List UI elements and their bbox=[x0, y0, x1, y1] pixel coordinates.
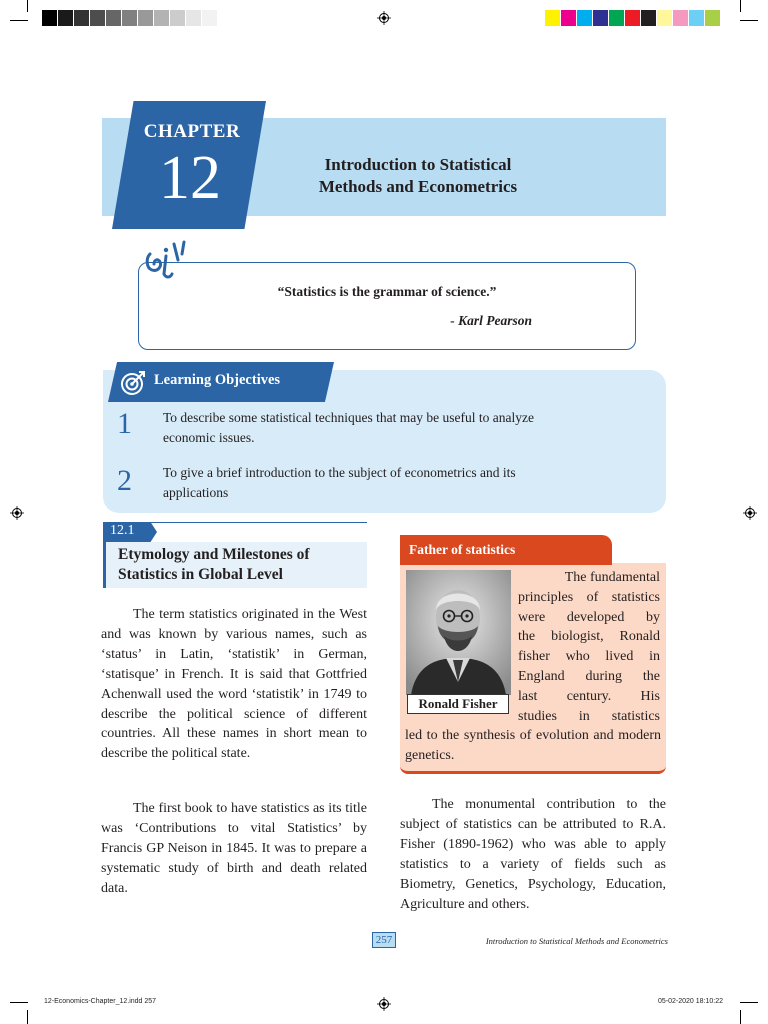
color-swatch bbox=[74, 10, 90, 26]
page-number: 257 bbox=[372, 932, 396, 948]
registration-mark-icon bbox=[10, 506, 24, 520]
registration-mark-icon bbox=[377, 997, 391, 1011]
color-swatch bbox=[122, 10, 138, 26]
color-swatch bbox=[545, 10, 561, 26]
file-slug: 12-Economics-Chapter_12.indd 257 bbox=[44, 998, 157, 1005]
body-paragraph bbox=[101, 799, 367, 899]
color-swatch bbox=[561, 10, 577, 26]
portrait-image bbox=[406, 570, 511, 695]
paragraph-text: The first book to have statistics as its title was ‘Contributions to vital Statistics’ by Francis GP Neison in 1845. It was to prepare a systematic study of birth and death related data. bbox=[101, 801, 367, 896]
section-number: 12.1 bbox=[110, 523, 135, 538]
running-footer-title: Introduction to Statistical Methods and Econometrics bbox=[485, 936, 668, 946]
color-swatch bbox=[641, 10, 657, 26]
color-swatch bbox=[106, 10, 122, 26]
objective-number: 1 bbox=[117, 407, 132, 440]
crop-mark bbox=[27, 1010, 28, 1024]
crop-mark bbox=[27, 0, 28, 12]
paragraph-text: The term statistics originated in the West and was known by various names, such as ‘status’ in Latin, ‘statistik’ in German, ‘statisque’ in French. It is said that Gottfried Achenwall used the word ‘statistik’ in 1749 to describe the political science of different countries. All these names in short mean to describe the political state. bbox=[101, 607, 367, 762]
color-swatch bbox=[90, 10, 106, 26]
objective-line: To describe some statistical techniques that may be useful to analyze bbox=[163, 410, 534, 425]
registration-mark-icon bbox=[377, 11, 391, 25]
objective-text bbox=[163, 408, 633, 448]
father-of-statistics-title: Father of statistics bbox=[409, 542, 516, 557]
chapter-title-line: Methods and Econometrics bbox=[318, 177, 518, 196]
color-swatch bbox=[170, 10, 186, 26]
objective-line: applications bbox=[163, 485, 229, 500]
objective-line: To give a brief introduction to the subject of econometrics and its bbox=[163, 465, 516, 480]
color-swatch bbox=[657, 10, 673, 26]
section-title-line: Statistics in Global Level bbox=[118, 566, 283, 583]
process-color-bar bbox=[545, 10, 721, 26]
text-line: studies in statistics bbox=[518, 708, 660, 724]
father-bottom-text: led to the synthesis of evolution and modern genetics. bbox=[405, 728, 661, 763]
quote-text: “Statistics is the grammar of science.” bbox=[277, 284, 497, 299]
color-swatch bbox=[577, 10, 593, 26]
objective-line: economic issues. bbox=[163, 430, 255, 445]
color-swatch bbox=[705, 10, 721, 26]
crop-mark bbox=[740, 20, 758, 21]
section-title-line: Etymology and Milestones of bbox=[118, 546, 310, 563]
text-line: the biologist, Ronald bbox=[518, 629, 660, 645]
crop-mark bbox=[10, 1002, 28, 1003]
gray-color-bar bbox=[42, 10, 218, 26]
color-swatch bbox=[609, 10, 625, 26]
photo-caption: Ronald Fisher bbox=[407, 694, 509, 714]
ronald-fisher-photo bbox=[406, 570, 511, 695]
section-title bbox=[118, 545, 363, 585]
crop-mark bbox=[10, 20, 28, 21]
quote-author: - Karl Pearson bbox=[450, 313, 532, 328]
crop-mark bbox=[740, 1002, 758, 1003]
text-line: fisher who lived in bbox=[518, 649, 660, 665]
target-icon bbox=[120, 370, 146, 396]
chapter-number: 12 bbox=[159, 144, 221, 212]
color-swatch bbox=[138, 10, 154, 26]
color-swatch bbox=[202, 10, 218, 26]
chapter-title bbox=[270, 154, 566, 198]
date-slug: 05-02-2020 18:10:22 bbox=[658, 998, 723, 1005]
body-paragraph bbox=[101, 605, 367, 764]
text-line: principles of statistics bbox=[518, 589, 660, 605]
color-swatch bbox=[673, 10, 689, 26]
chapter-title-line: Introduction to Statistical bbox=[324, 155, 512, 174]
body-paragraph bbox=[400, 795, 666, 914]
paragraph-text: The monumental contribution to the subject of statistics can be attributed to R.A. Fisher (1890-1962) who was able to apply statistics to a variety of fields such as Biometry, Genetics, Psychology, Education, Agriculture and others. bbox=[400, 797, 666, 912]
color-swatch bbox=[186, 10, 202, 26]
text-line: The fundamental bbox=[564, 570, 660, 585]
color-swatch bbox=[593, 10, 609, 26]
father-side-text bbox=[518, 568, 660, 726]
objective-number: 2 bbox=[117, 464, 132, 497]
color-swatch bbox=[58, 10, 74, 26]
color-swatch bbox=[154, 10, 170, 26]
color-swatch bbox=[42, 10, 58, 26]
crop-mark bbox=[740, 0, 741, 12]
text-line: last century. His bbox=[518, 688, 660, 704]
quote-icon bbox=[144, 240, 192, 284]
learning-objectives-title: Learning Objectives bbox=[154, 372, 281, 388]
text-line: were developed by bbox=[518, 609, 660, 625]
color-swatch bbox=[625, 10, 641, 26]
chapter-label: CHAPTER bbox=[143, 121, 241, 142]
crop-mark bbox=[740, 1010, 741, 1024]
text-line: England during the bbox=[518, 668, 660, 684]
objective-text bbox=[163, 463, 633, 503]
registration-mark-icon bbox=[743, 506, 757, 520]
color-swatch bbox=[689, 10, 705, 26]
quote-box bbox=[138, 262, 636, 350]
